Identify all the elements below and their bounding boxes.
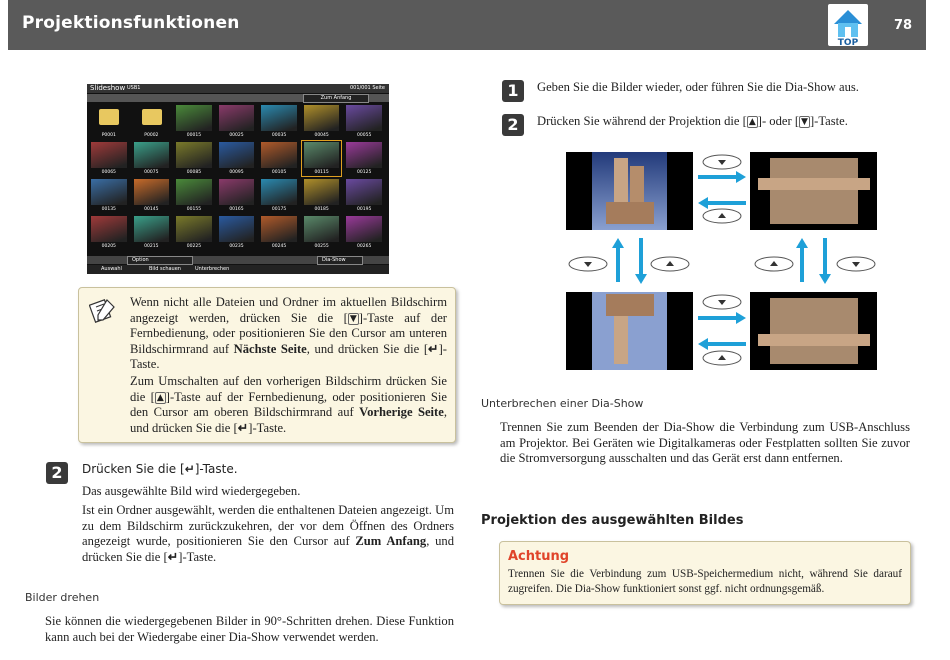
thumbnail-image [91,179,127,205]
right-step2-text: Drücken Sie während der Projektion die [ ▲ ]- oder [ ▼ ]-Taste. [537,114,848,128]
thumbnail-label: 00185 [314,207,329,212]
thumbnail-item[interactable] [344,141,384,176]
warning-box [499,541,911,605]
thumbnail-label: 00175 [271,207,287,212]
thumbnail-item[interactable] [344,104,384,139]
left-step2-title: Drücken Sie die [↵]-Taste. [82,462,238,476]
slideshow-counter: 001/001 Seite [349,85,385,91]
left-step2-line2: Ist ein Ordner ausgewählt, werden die enthaltenen Dateien angezeigt. Um zu dem Bildschirm zurückzukehren, der vor dem Öffnen des Ordners angezeigt wurde, positionieren Sie den Cursor auf Zum Anfang, und drücken Sie die [↵]-Taste. [82,503,454,564]
rotate-heading: Bilder drehen [25,591,100,604]
slideshow-button[interactable]: Dia-Show [317,256,363,265]
top-link[interactable] [828,4,868,46]
thumbnail-label: 00085 [186,170,202,175]
folder-icon [99,109,119,125]
interrupt-heading: Unterbrechen einer Dia-Show [481,397,644,410]
thumbnail-label: 00165 [229,207,244,212]
thumbnail-label: 00245 [271,244,287,249]
thumbnail-image [219,142,255,168]
thumbnail-label: 00255 [314,244,329,249]
thumbnail-item[interactable] [302,215,342,250]
thumbnail-image [346,142,382,168]
thumbnail-item[interactable] [259,215,299,250]
thumbnail-item[interactable] [259,178,299,213]
thumbnail-item[interactable] [132,141,172,176]
thumbnail-image [304,179,340,205]
thumbnail-item[interactable] [259,104,299,139]
hint-interrupt: Unterbrechen [195,266,230,272]
enter-icon: ↵ [184,462,195,476]
thumbnail-image [261,179,297,205]
top-button[interactable]: Zum Anfang [303,94,369,103]
thumbnail-item[interactable] [89,141,129,176]
thumbnail-label: 00135 [101,207,116,212]
thumbnail-item[interactable] [344,215,384,250]
thumbnail-image [176,142,212,168]
thumbnail-image [261,216,297,242]
thumbnail-label: 00235 [229,244,244,249]
thumbnail-image [219,179,255,205]
thumbnail-item[interactable] [132,178,172,213]
house-top-icon [828,4,868,46]
thumbnail-image [91,216,127,242]
thumbnail-image [261,142,297,168]
thumbnail-label: 00115 [314,170,329,175]
thumbnail-label: 00195 [357,207,372,212]
interrupt-text: Trennen Sie zum Beenden der Dia-Show die Verbindung zum USB-Anschluss am Projektor. Bei Geräten wie Digitalkameras oder Festplatten sollten Sie zuvor die Stromversorgung ausschalten und das Gerät erst dann entfernen. [500,420,910,465]
warning-text: Trennen Sie die Verbindung zum USB-Speichermedium nicht, während Sie darauf zugreifen. Die Dia-Show funktioniert sonst ggf. nicht ordnungsgemäß. [508,568,902,595]
thumbnail-item[interactable] [174,104,214,139]
left-step2-line1: Das ausgewählte Bild wird wiedergegeben. [82,484,301,498]
hint-view: Bild schauen [149,266,181,272]
note-paragraph-2: Zum Umschalten auf den vorherigen Bildschirm drücken Sie die [ ▲ ]-Taste auf der Fernbedienung, oder positionieren Sie den Cursor am oberen Bildschirmrand auf Vorherige Seite, und drücken Sie die [↵]-Taste. [130,374,448,435]
thumbnail-image [134,216,170,242]
enter-icon: ↵ [167,549,179,564]
photo-normal [566,152,693,230]
thumbnail-image [134,179,170,205]
thumbnail-label: 00265 [357,244,372,249]
warning-title: Achtung [508,549,570,564]
thumbnail-item[interactable] [259,141,299,176]
thumbnail-item[interactable] [344,178,384,213]
slideshow-screenshot [87,84,389,274]
thumbnail-label: 00045 [314,133,329,138]
thumbnail-label: 00065 [101,170,116,175]
note-pencil-icon [89,296,117,324]
projection-heading: Projektion des ausgewählten Bildes [481,513,744,528]
thumbnail-label: 00215 [144,244,159,249]
slideshow-title: Slideshow [90,84,126,92]
right-step1-text: Geben Sie die Bilder wieder, oder führen Sie die Dia-Show aus. [537,80,859,94]
thumbnail-label: 00025 [229,133,244,138]
thumbnail-item[interactable] [174,178,214,213]
thumbnail-image [346,216,382,242]
page-title: Projektionsfunktionen [22,13,240,33]
folder-icon [142,109,162,125]
thumbnail-item[interactable] [217,178,257,213]
thumbnail-item[interactable] [89,215,129,250]
thumbnail-label: 00035 [271,133,287,138]
note-paragraph-1: Wenn nicht alle Dateien und Ordner im aktuellen Bildschirm angezeigt werden, drücken Sie die [ ▼ ]-Taste auf der Fernbedienung, oder positionieren Sie den Cursor am unteren Bildschirmrand auf Nächste Seite, und drücken Sie die [↵]-Taste. [130,295,447,371]
thumbnail-image [176,179,212,205]
thumbnail-label: 00015 [186,133,202,138]
thumbnail-label: 00205 [101,244,116,249]
photo-upside-down [566,292,693,370]
thumbnail-grid [89,104,387,252]
enter-icon: ↵ [237,420,249,435]
slideshow-device: USB1 [127,85,141,91]
step-number-2-right: 2 [502,114,524,136]
up-key-icon: ▲ [748,117,756,127]
photo-rotated-cw [750,152,877,230]
thumbnail-label: 00095 [229,170,244,175]
thumbnail-image [304,105,340,131]
page-header [8,0,926,50]
enter-icon: ↵ [428,341,439,356]
thumbnail-item[interactable] [132,104,172,139]
thumbnail-label: 00145 [144,207,159,212]
thumbnail-item[interactable] [302,104,342,139]
thumbnail-label: 00155 [186,207,202,212]
thumbnail-image [346,105,382,131]
rotate-text: Sie können die wiedergegebenen Bilder in 90°-Schritten drehen. Diese Funktion kann auch bei der Wiedergabe einer Dia-Show verwendet werden. [45,614,454,644]
thumbnail-label: P0002 [144,133,159,138]
photo-rotated-ccw [750,292,877,370]
thumbnail-image [219,105,255,131]
thumbnail-item[interactable] [174,215,214,250]
thumbnail-image [176,105,212,131]
note-box [78,287,456,443]
thumbnail-item[interactable] [132,215,172,250]
thumbnail-label: 00105 [271,170,287,175]
thumbnail-label: 00125 [357,170,372,175]
thumbnail-item[interactable] [89,104,129,139]
thumbnail-label: 00075 [144,170,159,175]
down-key-icon: ▼ [349,313,357,324]
thumbnail-image [304,216,340,242]
thumbnail-image [219,216,255,242]
thumbnail-item[interactable] [89,178,129,213]
thumbnail-label: 00055 [357,133,372,138]
thumbnail-item[interactable] [302,178,342,213]
step-number-2-left: 2 [46,462,68,484]
step-number-1: 1 [502,80,524,102]
option-button[interactable]: Option [127,256,193,265]
thumbnail-item[interactable] [217,104,257,139]
thumbnail-image [261,105,297,131]
thumbnail-item[interactable] [217,141,257,176]
thumbnail-label: 00225 [186,244,202,249]
thumbnail-item[interactable] [217,215,257,250]
rotation-diagram [566,150,878,372]
thumbnail-image [346,179,382,205]
thumbnail-item[interactable] [174,141,214,176]
thumbnail-image [176,216,212,242]
up-key-icon: ▲ [156,392,164,403]
down-key-icon: ▼ [801,117,808,127]
thumbnail-item[interactable] [302,141,342,176]
page-number: 78 [894,18,913,33]
thumbnail-image [304,142,340,168]
hint-select: Auswahl [101,266,122,272]
top-label: TOP [837,38,859,46]
thumbnail-image [134,142,170,168]
thumbnail-image [91,142,127,168]
thumbnail-label: P0001 [101,133,116,138]
